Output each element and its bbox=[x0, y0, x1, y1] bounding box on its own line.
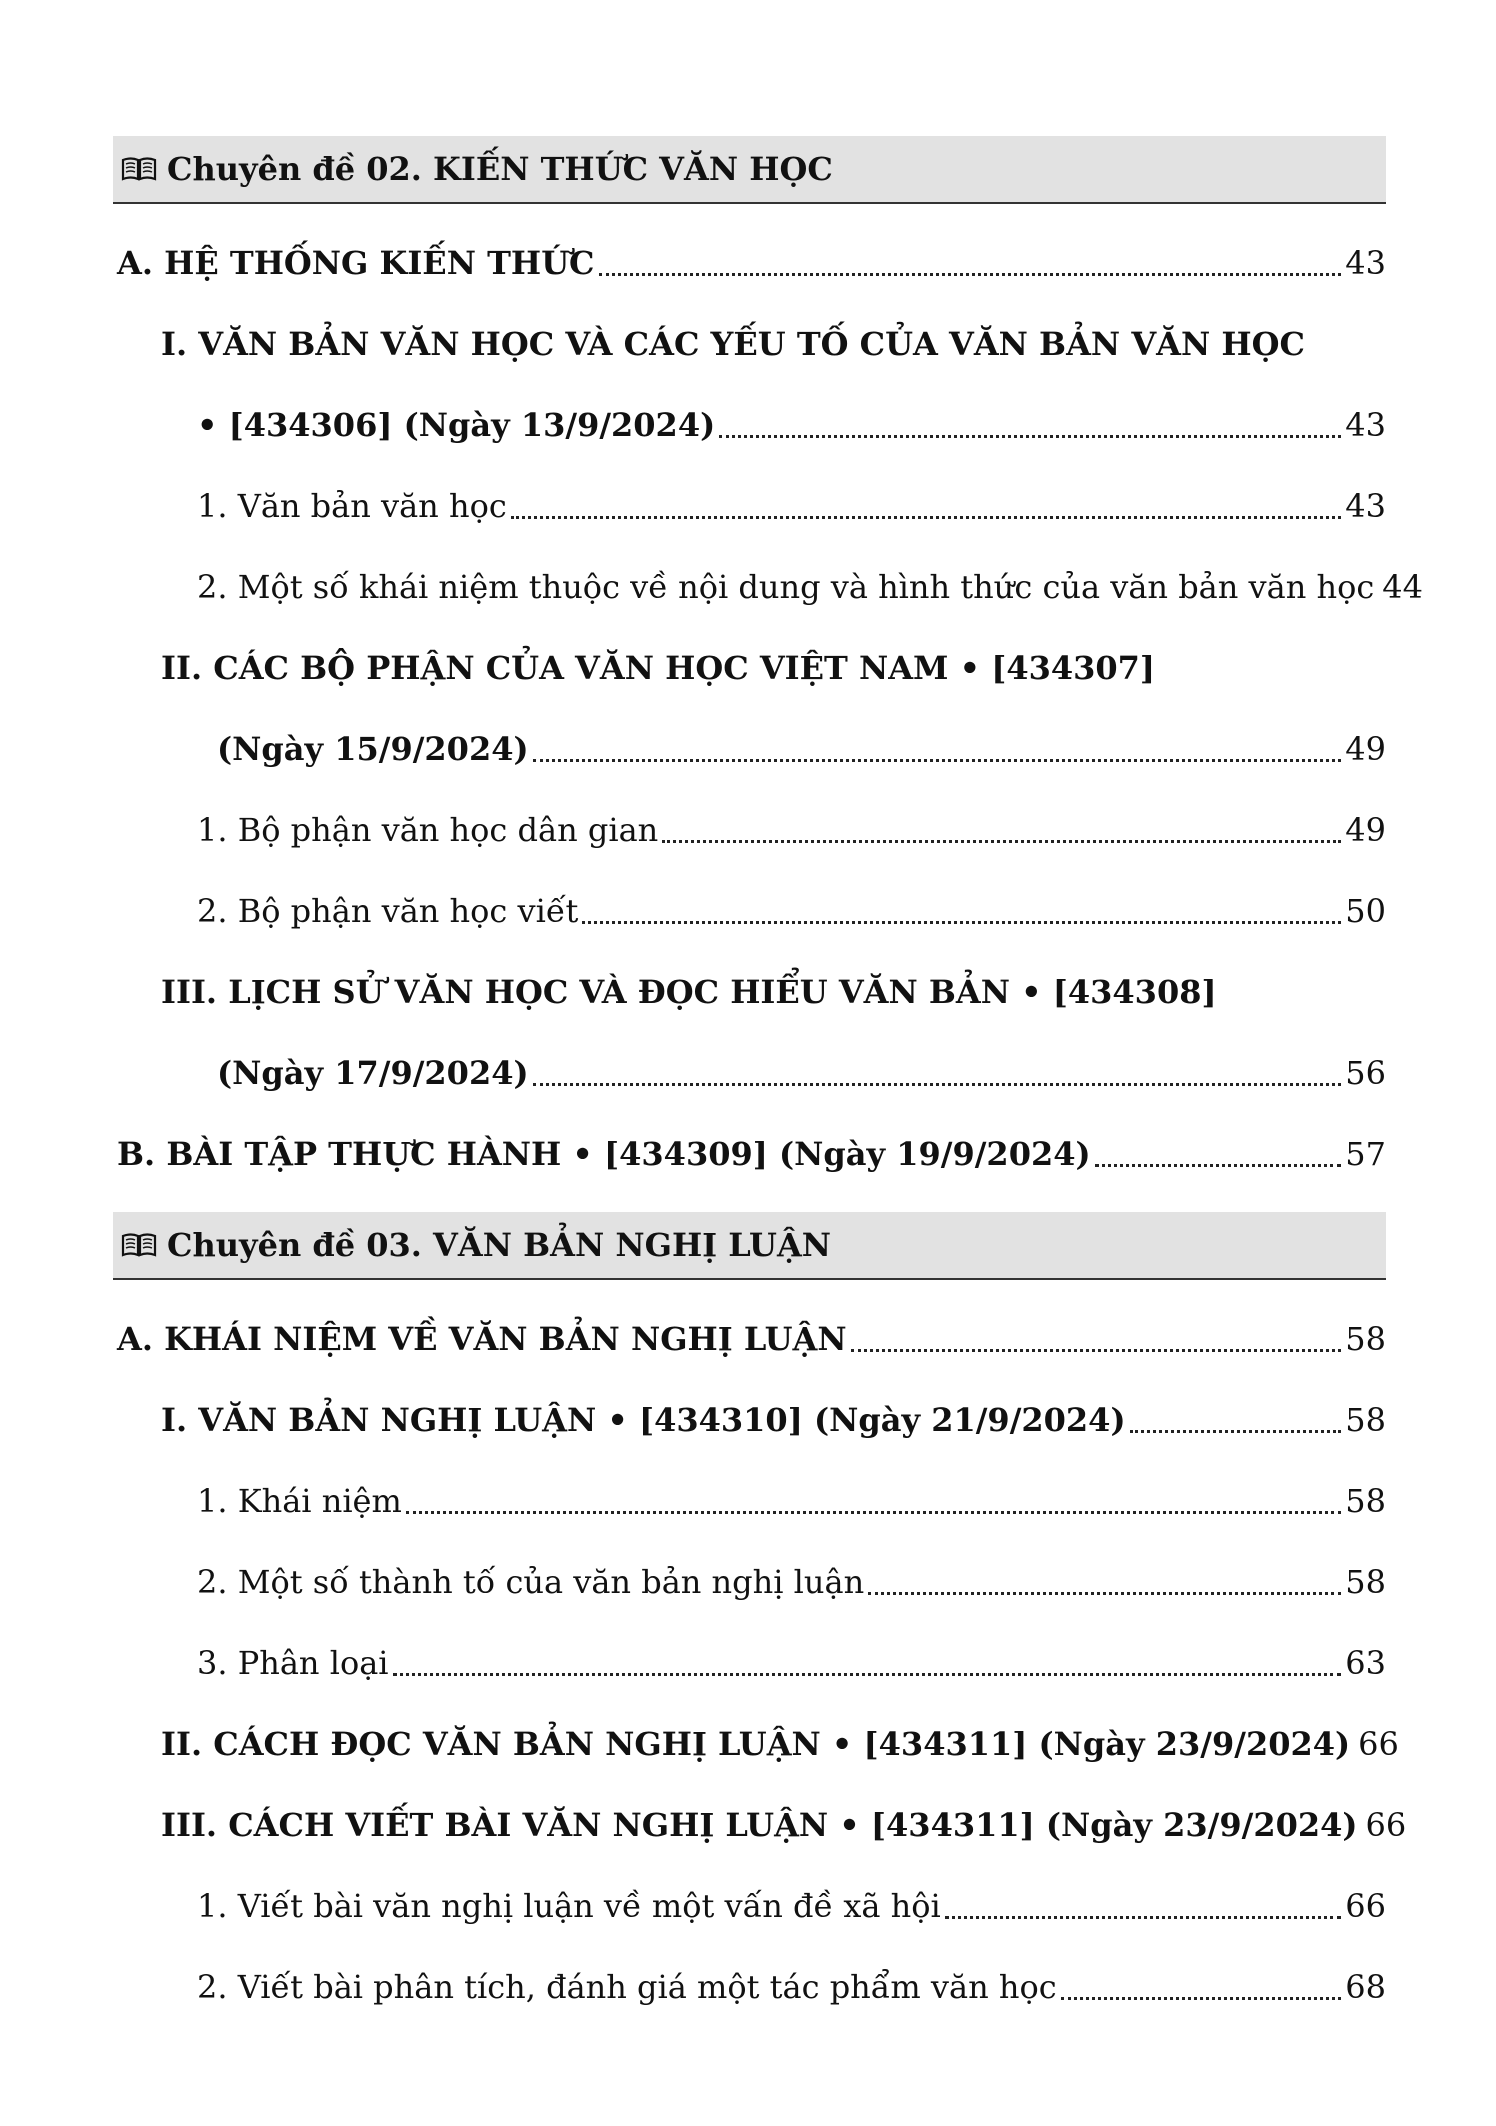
page-number: 50 bbox=[1345, 891, 1386, 930]
toc-entry[interactable]: 2. Viết bài phân tích, đánh giá một tác phẩm văn học 68 bbox=[197, 1967, 1386, 2006]
page-number: 58 bbox=[1345, 1400, 1386, 1439]
page-number: 43 bbox=[1345, 486, 1386, 525]
toc-entry[interactable]: III. LỊCH SỬ VĂN HỌC VÀ ĐỌC HIỂU VĂN BẢN • [434308] bbox=[161, 972, 1217, 1011]
book-icon bbox=[121, 1232, 157, 1258]
page-number: 58 bbox=[1345, 1562, 1386, 1601]
toc-entry[interactable]: 2. Bộ phận văn học viết 50 bbox=[197, 891, 1386, 930]
toc-entry[interactable]: I. VĂN BẢN NGHỊ LUẬN • [434310] (Ngày 21/9/2024) 58 bbox=[161, 1400, 1386, 1439]
chapter-header bbox=[113, 136, 1386, 204]
page-number: 44 bbox=[1382, 567, 1423, 606]
table-of-contents bbox=[113, 136, 1423, 2027]
page-number: 57 bbox=[1345, 1134, 1386, 1173]
toc-entry[interactable]: II. CÁCH ĐỌC VĂN BẢN NGHỊ LUẬN • [434311] (Ngày 23/9/2024) 66 bbox=[161, 1724, 1399, 1763]
page-number: 68 bbox=[1345, 1967, 1386, 2006]
page-number: 49 bbox=[1345, 729, 1386, 768]
toc-entry[interactable]: II. CÁC BỘ PHẬN CỦA VĂN HỌC VIỆT NAM • [434307] bbox=[161, 648, 1156, 687]
toc-entry[interactable]: 3. Phân loại 63 bbox=[197, 1643, 1386, 1682]
toc-entry[interactable]: A. HỆ THỐNG KIẾN THỨC 43 bbox=[117, 243, 1386, 282]
toc-entry[interactable]: • [434306] (Ngày 13/9/2024) 43 bbox=[197, 405, 1386, 444]
book-icon bbox=[121, 156, 157, 182]
chapter-title: Chuyên đề 03. VĂN BẢN NGHỊ LUẬN bbox=[167, 1226, 832, 1264]
page-number: 66 bbox=[1365, 1805, 1407, 1844]
page-number: 58 bbox=[1345, 1319, 1386, 1358]
toc-entry[interactable]: I. VĂN BẢN VĂN HỌC VÀ CÁC YẾU TỐ CỦA VĂN BẢN VĂN HỌC bbox=[161, 324, 1305, 363]
toc-entry[interactable]: 1. Khái niệm 58 bbox=[197, 1481, 1386, 1520]
toc-entry[interactable]: (Ngày 15/9/2024) 49 bbox=[217, 729, 1386, 768]
toc-entry[interactable]: 1. Viết bài văn nghị luận về một vấn đề xã hội 66 bbox=[197, 1886, 1386, 1925]
toc-entry[interactable]: 2. Một số thành tố của văn bản nghị luận 58 bbox=[197, 1562, 1386, 1601]
page-number: 66 bbox=[1358, 1724, 1399, 1763]
page-number: 58 bbox=[1345, 1481, 1386, 1520]
toc-entry[interactable]: A. KHÁI NIỆM VỀ VĂN BẢN NGHỊ LUẬN 58 bbox=[117, 1319, 1386, 1358]
chapter-title: Chuyên đề 02. KIẾN THỨC VĂN HỌC bbox=[167, 150, 833, 188]
toc-entry[interactable]: III. CÁCH VIẾT BÀI VĂN NGHỊ LUẬN • [434311] (Ngày 23/9/2024) 66 bbox=[161, 1805, 1407, 1844]
page-number: 63 bbox=[1345, 1643, 1386, 1682]
toc-entry[interactable]: (Ngày 17/9/2024) 56 bbox=[217, 1053, 1386, 1092]
page-number: 43 bbox=[1345, 405, 1386, 444]
toc-entry[interactable]: 1. Bộ phận văn học dân gian 49 bbox=[197, 810, 1386, 849]
toc-entry[interactable]: 2. Một số khái niệm thuộc về nội dung và hình thức của văn bản văn học 44 bbox=[197, 567, 1423, 606]
chapter-header bbox=[113, 1212, 1386, 1280]
page-number: 66 bbox=[1345, 1886, 1386, 1925]
toc-entry[interactable]: B. BÀI TẬP THỰC HÀNH • [434309] (Ngày 19/9/2024) 57 bbox=[117, 1134, 1386, 1173]
toc-entry[interactable]: 1. Văn bản văn học 43 bbox=[197, 486, 1386, 525]
page-number: 56 bbox=[1345, 1053, 1386, 1092]
page-number: 43 bbox=[1345, 243, 1386, 282]
page-number: 49 bbox=[1345, 810, 1386, 849]
